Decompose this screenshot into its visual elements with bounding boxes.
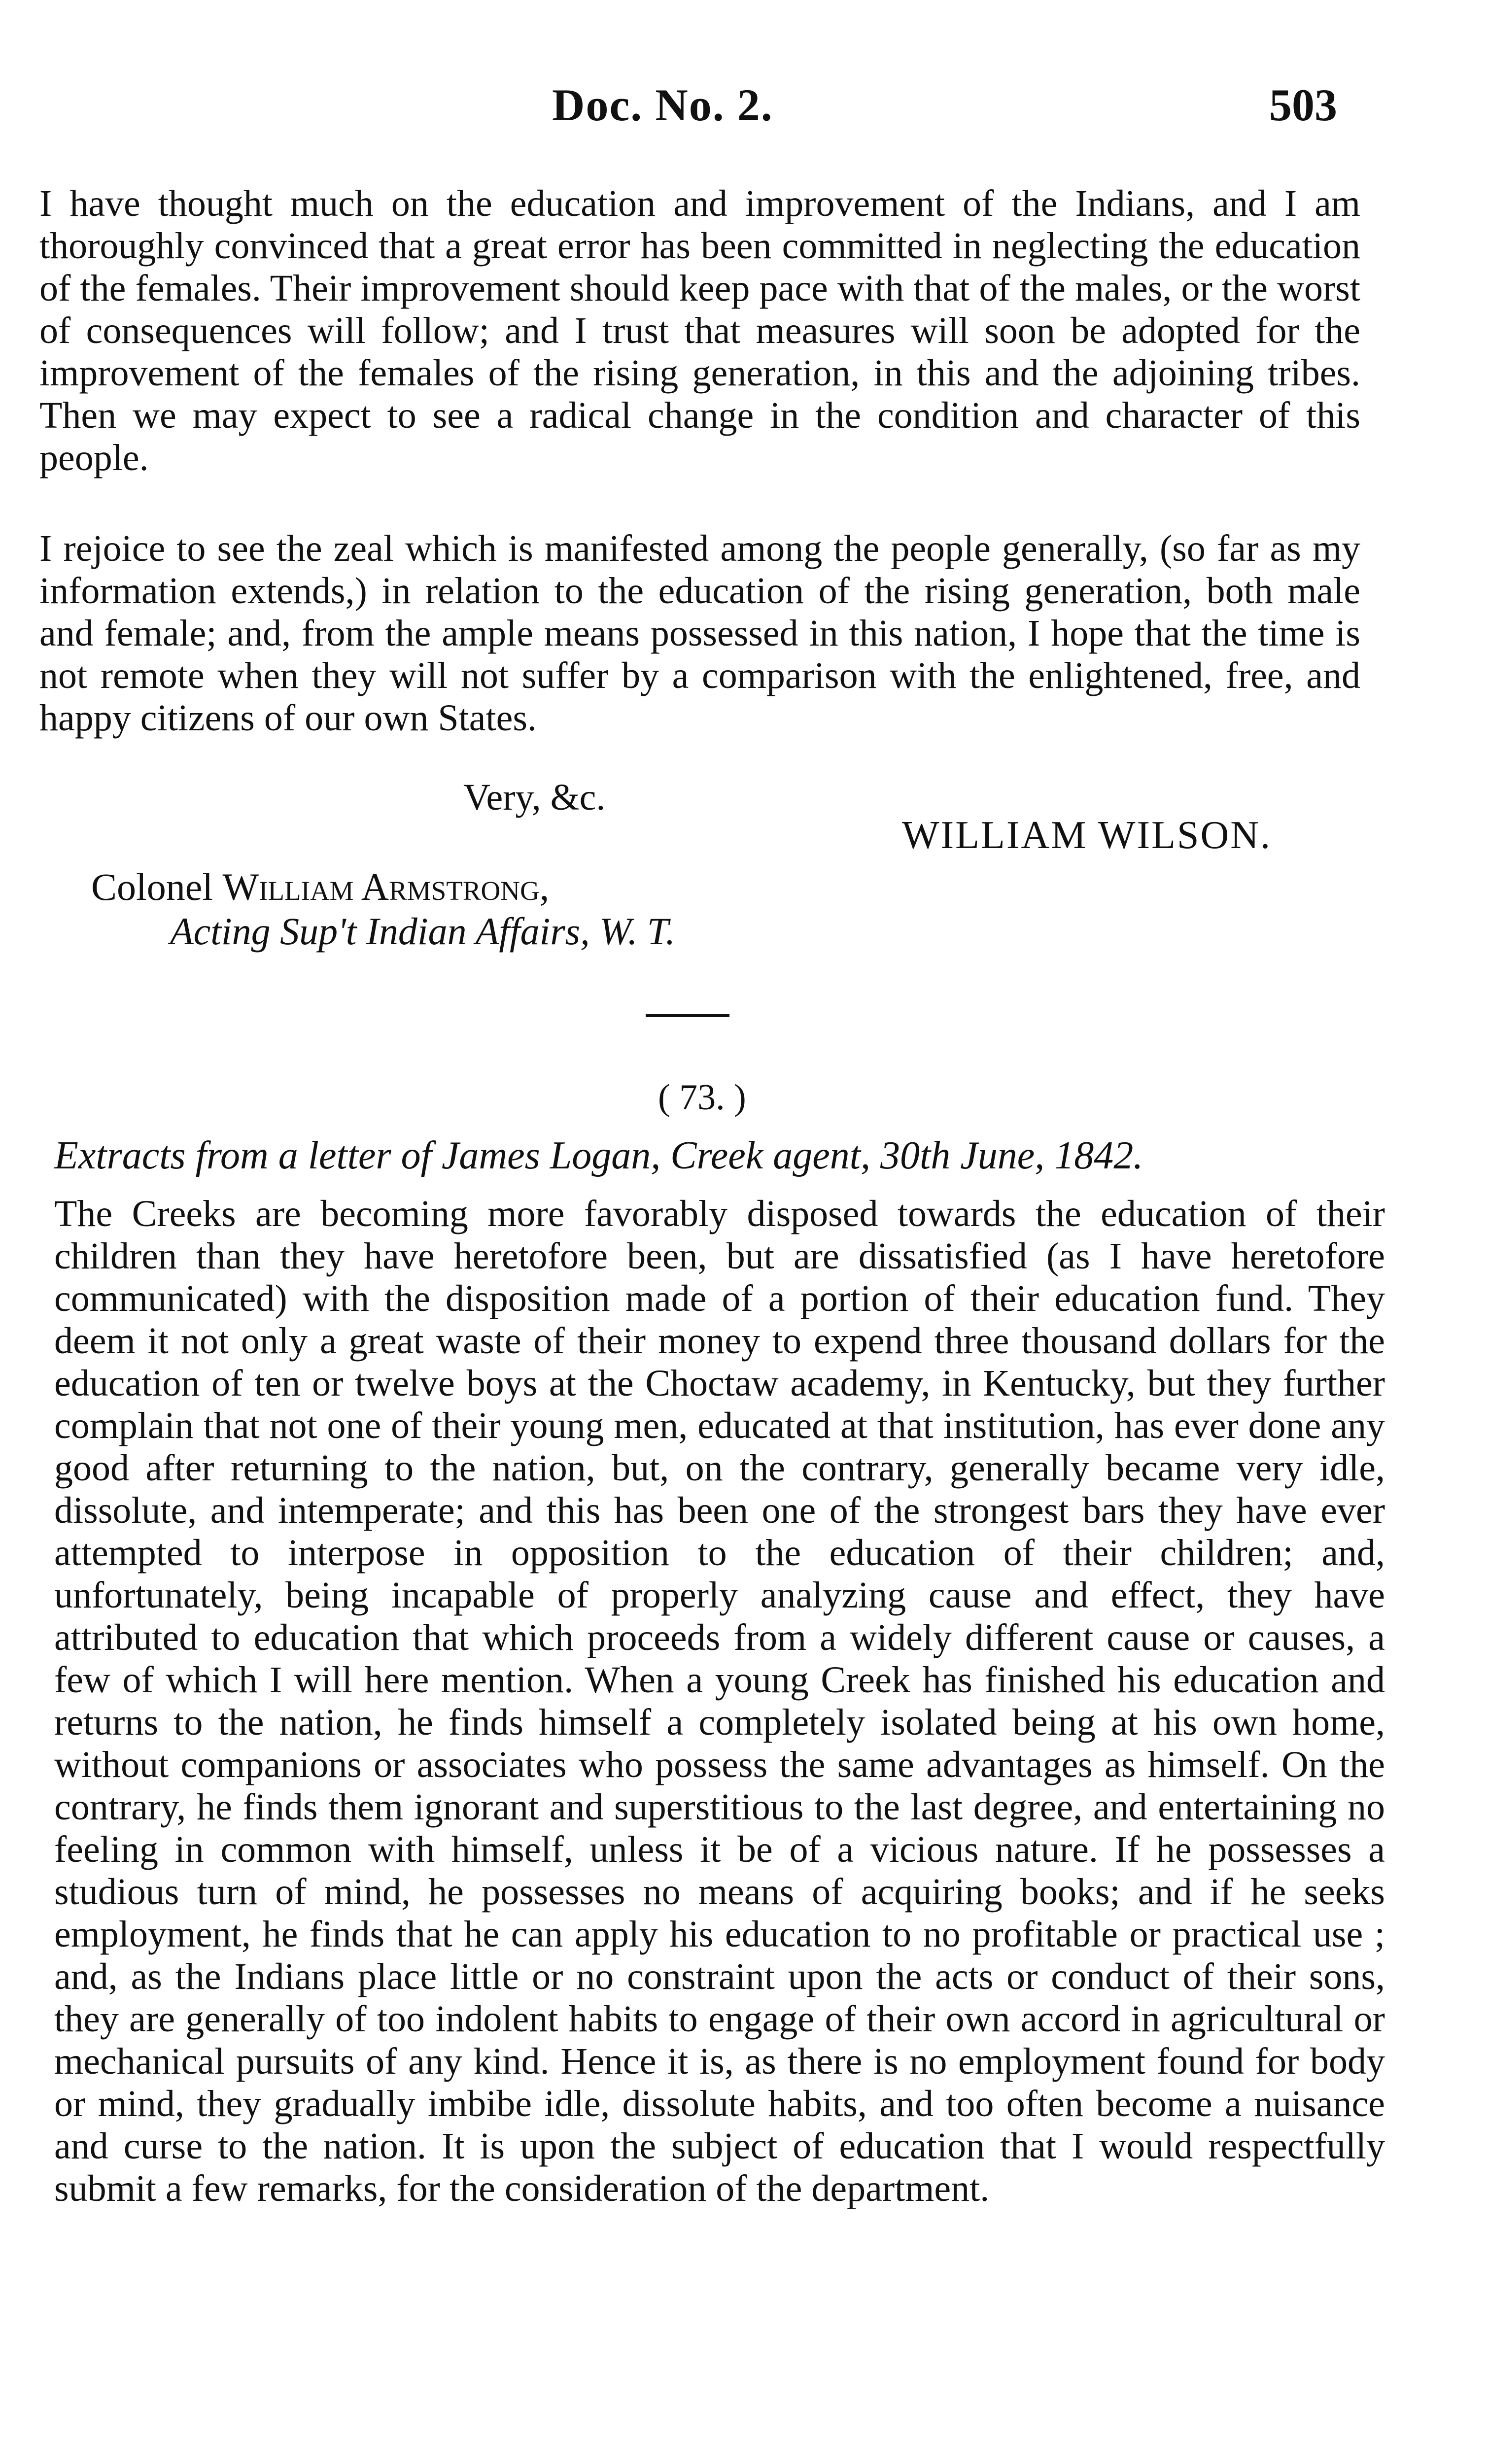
letter-paragraph-2 [39, 527, 1360, 739]
addressee-name: William Armstrong, [222, 865, 550, 908]
section-divider-rule [646, 1014, 729, 1017]
letter-paragraph-2-text: I rejoice to see the zeal which is manifested among the people generally, (so far as my information extends,) in relation to the education of the rising generation, both male and female; and, from the ample means possessed in this nation, I hope that the time is not remote when they will not suffer by a comparison with the enlightened, free, and happy citizens of our own States. [39, 528, 1360, 739]
logan-extract-text: The Creeks are becoming more favorably disposed towards the education of their children than they have heretofore been, but are dissatisfied (as I have heretofore communicated) with the disposition made of a portion of their education fund. They deem it not only a great waste of their money to expend three thousand dollars for the education of ten or twelve boys at the Choctaw academy, in Kentucky, but they further complain that not one of their young men, educated at that institution, has ever done any good after returning to the nation, but, on the contrary, generally became very idle, dissolute, and intemperate; and this has been one of the strongest bars they have ever attempted to interpose in opposition to the education of their children; and, unfortunately, being incapable of properly analyzing cause and effect, they have attributed to education that which proceeds from a widely different cause or causes, a few of which I will here mention. When a young Creek has finished his education and returns to the nation, he finds himself a completely isolated being at his own home, without companions or associates who possess the same advantages as himself. On the contrary, he finds them ignorant and superstitious to the last degree, and entertaining no feeling in common with himself, unless it be of a vicious nature. If he possesses a studious turn of mind, he possesses no means of acquiring books; and if he seeks employment, he finds that he can apply his education to no profitable or practical use ; and, as the Indians place little or no constraint upon the acts or conduct of their sons, they are generally of too indolent habits to engage of their own accord in agricultural or mechanical pursuits of any kind. Hence it is, as there is no employment found for body or mind, they gradually imbibe idle, dissolute habits, and too often become a nuisance and curse to the nation. It is upon the subject of education that I would respectfully submit a few remarks, for the consideration of the department. [54, 1193, 1385, 2209]
running-head: Doc. No. 2. [552, 80, 773, 130]
section-heading-date: 30th June, 1842. [880, 1134, 1143, 1177]
page-number: 503 [1269, 80, 1337, 130]
letter-paragraph-1 [39, 182, 1360, 479]
letter-paragraph-1-text: I have thought much on the education and improvement of the Indians, and I am thoroughly convinced that a great error has been committed in neglecting the education of the females. Their improvement should keep pace with that of the males, or the worst of consequences will follow; and I trust that measures will soon be adopted for the improvement of the females of the rising generation, in this and the adjoining tribes. Then we may expect to see a radical change in the condition and character of this people. [39, 183, 1360, 479]
addressee [91, 865, 549, 909]
section-heading-text: Extracts from a letter of James Logan, Creek agent, [54, 1134, 871, 1177]
logan-extract-paragraph [54, 1193, 1385, 2210]
letter-signature: WILLIAM WILSON. [902, 814, 1272, 857]
letter-closing: Very, &c. [463, 777, 606, 818]
section-number: ( 73. ) [658, 1077, 746, 1118]
section-heading [54, 1133, 1143, 1178]
addressee-title: Acting Sup't Indian Affairs, W. T. [170, 910, 675, 953]
addressee-prefix: Colonel [91, 865, 213, 908]
